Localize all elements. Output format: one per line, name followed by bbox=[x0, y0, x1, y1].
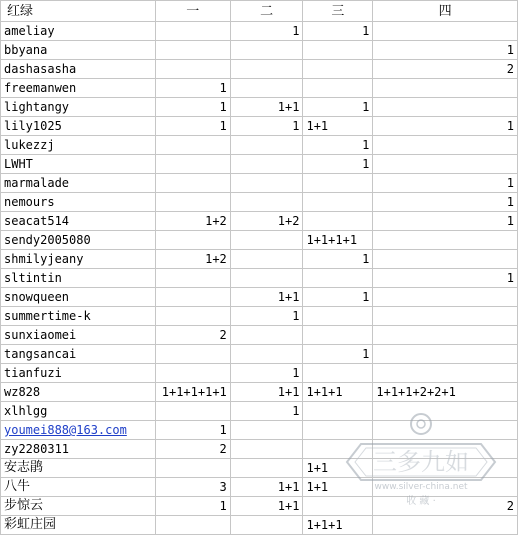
score-cell-2[interactable]: 1+1 bbox=[230, 288, 303, 307]
score-cell-3[interactable] bbox=[303, 60, 373, 79]
score-cell-2[interactable] bbox=[230, 193, 303, 212]
score-cell-4[interactable]: 2 bbox=[373, 60, 518, 79]
score-cell-2[interactable] bbox=[230, 459, 303, 478]
score-cell-3[interactable]: 1+1 bbox=[303, 478, 373, 497]
header-cell-3[interactable]: 三 bbox=[303, 1, 373, 22]
score-cell-1[interactable]: 1+2 bbox=[155, 212, 230, 231]
score-cell-1[interactable]: 2 bbox=[155, 440, 230, 459]
table-row bbox=[1, 269, 518, 288]
table-row bbox=[1, 174, 518, 193]
score-cell-1[interactable]: 1 bbox=[155, 98, 230, 117]
score-cell-2[interactable] bbox=[230, 60, 303, 79]
score-cell-1[interactable]: 1 bbox=[155, 421, 230, 440]
score-cell-3[interactable]: 1 bbox=[303, 288, 373, 307]
score-cell-3[interactable] bbox=[303, 41, 373, 60]
score-cell-2[interactable]: 1 bbox=[230, 364, 303, 383]
name-cell[interactable]: dashasasha bbox=[1, 60, 156, 79]
score-cell-1[interactable] bbox=[155, 345, 230, 364]
score-cell-4[interactable]: 1+1+1+2+2+1 bbox=[373, 383, 518, 402]
score-cell-4[interactable] bbox=[373, 459, 518, 478]
name-cell[interactable]: summertime-k bbox=[1, 307, 156, 326]
table-row bbox=[1, 98, 518, 117]
table-row bbox=[1, 41, 518, 60]
score-cell-3[interactable] bbox=[303, 364, 373, 383]
score-cell-2[interactable]: 1 bbox=[230, 402, 303, 421]
score-cell-3[interactable] bbox=[303, 326, 373, 345]
score-cell-4[interactable]: 1 bbox=[373, 117, 518, 136]
score-cell-3[interactable]: 1+1 bbox=[303, 117, 373, 136]
score-cell-2[interactable] bbox=[230, 174, 303, 193]
score-cell-4[interactable] bbox=[373, 79, 518, 98]
score-cell-4[interactable] bbox=[373, 516, 518, 535]
score-cell-4[interactable] bbox=[373, 22, 518, 41]
name-cell[interactable]: lily1025 bbox=[1, 117, 156, 136]
table-row bbox=[1, 383, 518, 402]
name-cell[interactable]: marmalade bbox=[1, 174, 156, 193]
score-cell-2[interactable] bbox=[230, 440, 303, 459]
score-cell-3[interactable] bbox=[303, 174, 373, 193]
score-cell-3[interactable] bbox=[303, 307, 373, 326]
name-cell[interactable]: shmilyjeany bbox=[1, 250, 156, 269]
table-row bbox=[1, 478, 518, 497]
score-cell-4[interactable] bbox=[373, 155, 518, 174]
name-cell[interactable]: LWHT bbox=[1, 155, 156, 174]
score-cell-1[interactable]: 2 bbox=[155, 326, 230, 345]
score-cell-4[interactable]: 2 bbox=[373, 497, 518, 516]
table-row bbox=[1, 79, 518, 98]
score-cell-1[interactable] bbox=[155, 459, 230, 478]
name-cell[interactable]: tangsancai bbox=[1, 345, 156, 364]
header-row bbox=[1, 1, 518, 22]
score-cell-3[interactable] bbox=[303, 193, 373, 212]
score-cell-2[interactable]: 1+2 bbox=[230, 212, 303, 231]
score-cell-1[interactable]: 1 bbox=[155, 497, 230, 516]
score-cell-1[interactable]: 1+2 bbox=[155, 250, 230, 269]
score-cell-3[interactable]: 1+1+1 bbox=[303, 383, 373, 402]
score-cell-1[interactable] bbox=[155, 60, 230, 79]
score-cell-2[interactable] bbox=[230, 516, 303, 535]
score-cell-4[interactable] bbox=[373, 478, 518, 497]
score-cell-1[interactable] bbox=[155, 41, 230, 60]
score-cell-2[interactable]: 1+1 bbox=[230, 478, 303, 497]
table-row bbox=[1, 516, 518, 535]
score-cell-3[interactable] bbox=[303, 421, 373, 440]
table-row bbox=[1, 155, 518, 174]
score-cell-1[interactable] bbox=[155, 364, 230, 383]
email-link[interactable]: youmei888@163.com bbox=[4, 423, 127, 437]
score-cell-3[interactable]: 1+1 bbox=[303, 459, 373, 478]
name-cell[interactable]: snowqueen bbox=[1, 288, 156, 307]
watermark-title: 三多九如 bbox=[373, 448, 469, 476]
score-cell-2[interactable] bbox=[230, 41, 303, 60]
score-cell-3[interactable]: 1+1+1+1 bbox=[303, 231, 373, 250]
table-row bbox=[1, 193, 518, 212]
name-cell[interactable]: xlhlgg bbox=[1, 402, 156, 421]
score-cell-4[interactable] bbox=[373, 326, 518, 345]
table-row bbox=[1, 440, 518, 459]
watermark-sub: 收 藏 · bbox=[406, 496, 436, 507]
score-cell-1[interactable] bbox=[155, 269, 230, 288]
score-cell-1[interactable] bbox=[155, 174, 230, 193]
score-cell-1[interactable] bbox=[155, 193, 230, 212]
header-cell-2[interactable]: 二 bbox=[230, 1, 303, 22]
name-cell[interactable]: 彩虹庄园 bbox=[1, 516, 156, 535]
name-cell[interactable]: bbyana bbox=[1, 41, 156, 60]
table-row bbox=[1, 402, 518, 421]
score-cell-3[interactable]: 1 bbox=[303, 136, 373, 155]
score-cell-2[interactable] bbox=[230, 421, 303, 440]
score-cell-3[interactable]: 1+1+1 bbox=[303, 516, 373, 535]
score-cell-1[interactable] bbox=[155, 307, 230, 326]
score-cell-2[interactable] bbox=[230, 326, 303, 345]
name-cell[interactable]: zy2280311 bbox=[1, 440, 156, 459]
table-row bbox=[1, 288, 518, 307]
score-cell-2[interactable]: 1+1 bbox=[230, 497, 303, 516]
header-cell-1[interactable]: 一 bbox=[155, 1, 230, 22]
score-cell-2[interactable]: 1+1 bbox=[230, 98, 303, 117]
score-cell-1[interactable] bbox=[155, 402, 230, 421]
table-row bbox=[1, 250, 518, 269]
score-cell-4[interactable] bbox=[373, 364, 518, 383]
name-cell[interactable]: tianfuzi bbox=[1, 364, 156, 383]
name-cell[interactable]: 步惊云 bbox=[1, 497, 156, 516]
table-row bbox=[1, 60, 518, 79]
score-cell-1[interactable]: 1+1+1+1+1 bbox=[155, 383, 230, 402]
score-cell-4[interactable] bbox=[373, 98, 518, 117]
name-cell[interactable] bbox=[1, 421, 156, 440]
header-cell-4[interactable]: 四 bbox=[373, 1, 518, 22]
score-cell-3[interactable] bbox=[303, 402, 373, 421]
score-cell-2[interactable] bbox=[230, 250, 303, 269]
table-row bbox=[1, 364, 518, 383]
table-row bbox=[1, 345, 518, 364]
name-cell[interactable]: ameliay bbox=[1, 22, 156, 41]
score-cell-2[interactable]: 1 bbox=[230, 307, 303, 326]
name-cell[interactable]: lukezzj bbox=[1, 136, 156, 155]
score-cell-3[interactable] bbox=[303, 440, 373, 459]
score-cell-2[interactable] bbox=[230, 79, 303, 98]
name-cell[interactable]: wz828 bbox=[1, 383, 156, 402]
score-cell-2[interactable] bbox=[230, 269, 303, 288]
score-cell-4[interactable]: 1 bbox=[373, 41, 518, 60]
score-cell-3[interactable] bbox=[303, 79, 373, 98]
score-cell-1[interactable] bbox=[155, 288, 230, 307]
name-cell[interactable]: sendy2005080 bbox=[1, 231, 156, 250]
score-cell-3[interactable]: 1 bbox=[303, 22, 373, 41]
table-row bbox=[1, 22, 518, 41]
score-cell-4[interactable] bbox=[373, 421, 518, 440]
score-cell-4[interactable] bbox=[373, 231, 518, 250]
score-cell-4[interactable] bbox=[373, 250, 518, 269]
table-row bbox=[1, 212, 518, 231]
score-cell-1[interactable] bbox=[155, 516, 230, 535]
table-row bbox=[1, 307, 518, 326]
name-cell[interactable]: seacat514 bbox=[1, 212, 156, 231]
name-cell[interactable]: lightangy bbox=[1, 98, 156, 117]
score-cell-1[interactable] bbox=[155, 231, 230, 250]
score-cell-3[interactable]: 1 bbox=[303, 98, 373, 117]
score-cell-2[interactable]: 1 bbox=[230, 22, 303, 41]
score-cell-4[interactable]: 1 bbox=[373, 212, 518, 231]
score-cell-4[interactable] bbox=[373, 307, 518, 326]
score-cell-4[interactable] bbox=[373, 402, 518, 421]
score-cell-3[interactable]: 1 bbox=[303, 345, 373, 364]
score-cell-3[interactable] bbox=[303, 497, 373, 516]
score-cell-3[interactable]: 1 bbox=[303, 250, 373, 269]
score-cell-1[interactable]: 1 bbox=[155, 79, 230, 98]
header-cell-name[interactable]: 红绿 bbox=[1, 1, 156, 22]
table-row bbox=[1, 497, 518, 516]
score-cell-3[interactable] bbox=[303, 212, 373, 231]
table-row bbox=[1, 421, 518, 440]
score-cell-1[interactable]: 1 bbox=[155, 117, 230, 136]
name-cell[interactable]: sunxiaomei bbox=[1, 326, 156, 345]
name-cell[interactable]: nemours bbox=[1, 193, 156, 212]
table-row bbox=[1, 136, 518, 155]
score-cell-4[interactable] bbox=[373, 136, 518, 155]
watermark-url: www.silver-china.net bbox=[374, 482, 468, 492]
score-cell-1[interactable] bbox=[155, 155, 230, 174]
score-cell-4[interactable]: 1 bbox=[373, 269, 518, 288]
score-cell-3[interactable] bbox=[303, 269, 373, 288]
table-row bbox=[1, 459, 518, 478]
name-cell[interactable]: 八牛 bbox=[1, 478, 156, 497]
score-cell-4[interactable]: 1 bbox=[373, 174, 518, 193]
name-cell[interactable]: 安志鹃 bbox=[1, 459, 156, 478]
score-cell-1[interactable]: 3 bbox=[155, 478, 230, 497]
table-row bbox=[1, 231, 518, 250]
name-cell[interactable]: freemanwen bbox=[1, 79, 156, 98]
table-row bbox=[1, 326, 518, 345]
score-cell-1[interactable] bbox=[155, 136, 230, 155]
name-cell[interactable]: sltintin bbox=[1, 269, 156, 288]
score-cell-2[interactable]: 1+1 bbox=[230, 383, 303, 402]
score-cell-4[interactable]: 1 bbox=[373, 193, 518, 212]
score-cell-2[interactable]: 1 bbox=[230, 117, 303, 136]
score-cell-4[interactable] bbox=[373, 288, 518, 307]
table-row bbox=[1, 117, 518, 136]
score-cell-4[interactable] bbox=[373, 440, 518, 459]
score-cell-4[interactable] bbox=[373, 345, 518, 364]
score-cell-2[interactable] bbox=[230, 136, 303, 155]
score-cell-3[interactable]: 1 bbox=[303, 155, 373, 174]
score-cell-2[interactable] bbox=[230, 155, 303, 174]
score-cell-1[interactable] bbox=[155, 22, 230, 41]
score-cell-2[interactable] bbox=[230, 345, 303, 364]
score-cell-2[interactable] bbox=[230, 231, 303, 250]
